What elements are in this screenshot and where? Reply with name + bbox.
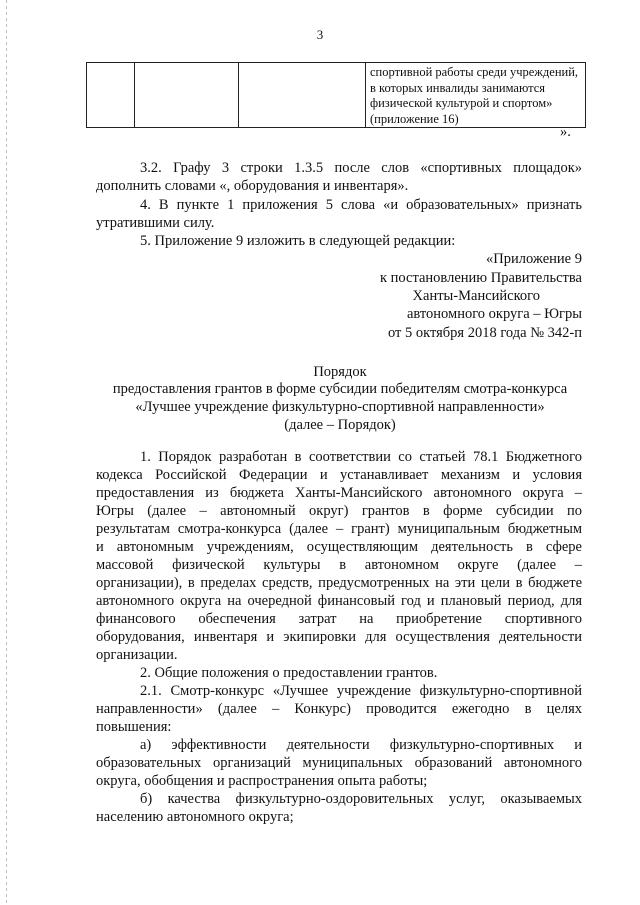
appendix-header-line: Ханты-Мансийского xyxy=(412,288,540,304)
table-cell-2 xyxy=(135,63,239,128)
appendix-header-line: «Приложение 9 xyxy=(486,251,582,267)
table-cell-3 xyxy=(239,63,366,128)
section-1-line: организации. xyxy=(96,647,178,663)
continued-table xyxy=(86,62,586,128)
doc-subtitle-line: предоставления грантов в форме субсидии победителям смотра-конкурса xyxy=(112,381,568,397)
table-cell-line: (приложение 16) xyxy=(370,111,459,126)
section-1-line: автономного округа на очередной финансовый год и плановый период, для xyxy=(96,593,582,609)
table-closing-quote: ». xyxy=(560,124,571,140)
amendment-4-line: 4. В пункте 1 приложения 5 слова «и образовательных» признать xyxy=(140,197,582,213)
section-1-line: кодекса Российской Федерации и устанавливает механизм и условия xyxy=(96,467,582,483)
table-row xyxy=(87,63,586,128)
section-1-line: финансового обеспечения затрат на приобретение спортивного xyxy=(96,611,582,627)
table-cell-line: в которых инвалиды занимаются xyxy=(370,80,546,95)
section-1-line: предоставления из бюджета Ханты-Мансийского автономного округа – xyxy=(96,485,582,501)
item-b-line: б) качества физкультурно-оздоровительных услуг, оказываемых xyxy=(140,791,582,807)
section-2-heading: 2. Общие положения о предоставлении грантов. xyxy=(140,665,438,681)
item-a-line: округа, обобщения и распространения опыта работы; xyxy=(96,773,428,789)
section-1-line: и автономным учреждениям, осуществляющим деятельность в сфере xyxy=(96,539,582,555)
section-1-line: массовой физической культуры в автономном округе (далее – xyxy=(96,557,582,573)
amendment-3-2-line: 3.2. Графу 3 строки 1.3.5 после слов «спортивных площадок» xyxy=(140,160,582,176)
section-1-line: 1. Порядок разработан в соответствии со статьей 78.1 Бюджетного xyxy=(140,449,582,465)
amendment-4-line: утратившими силу. xyxy=(96,215,215,231)
table-cell-line: физической культурой и спортом» xyxy=(370,96,553,110)
appendix-header-line: к постановлению Правительства xyxy=(380,270,582,286)
page-number: 3 xyxy=(316,27,324,42)
doc-subtitle-line: «Лучшее учреждение физкультурно-спортивной направленности» xyxy=(135,399,545,415)
section-1-line: организации), в пределах средств, предусмотренных на эти цели в бюджете xyxy=(96,575,582,591)
section-1-line: оборудования, инвентаря и экипировки для осуществления деятельности xyxy=(96,629,582,645)
section-2-1-line: 2.1. Смотр-конкурс «Лучшее учреждение физкультурно-спортивной xyxy=(140,683,582,699)
appendix-header-line: автономного округа – Югры xyxy=(406,306,582,322)
doc-title: Порядок xyxy=(313,364,367,380)
section-2-1-line: повышения: xyxy=(96,719,172,735)
section-2-1-line: направленности» (далее – Конкурс) проводится ежегодно в целях xyxy=(96,701,582,717)
appendix-header-line: от 5 октября 2018 года № 342-п xyxy=(387,325,582,341)
scan-page-edge xyxy=(6,0,7,905)
section-1-line: Югры (далее – автономный округ) грантов в форме субсидии по xyxy=(96,503,582,519)
amendment-5-line: 5. Приложение 9 изложить в следующей редакции: xyxy=(140,233,456,249)
table-cell-1 xyxy=(87,63,135,128)
amendment-3-2-line: дополнить словами «, оборудования и инвентаря». xyxy=(96,178,409,194)
item-a-line: а) эффективности деятельности физкультурно-спортивных и xyxy=(140,737,582,753)
table-cell-4 xyxy=(366,63,586,128)
table-cell-line: спортивной работы среди учреждений, xyxy=(370,65,579,79)
doc-subtitle-line: (далее – Порядок) xyxy=(284,417,396,433)
item-a-line: образовательных организаций муниципальных образований автономного xyxy=(96,755,582,771)
section-1-line: результатам смотра-конкурса (далее – грант) муниципальным бюджетным xyxy=(96,521,582,537)
item-b-line: населению автономного округа; xyxy=(96,809,294,825)
